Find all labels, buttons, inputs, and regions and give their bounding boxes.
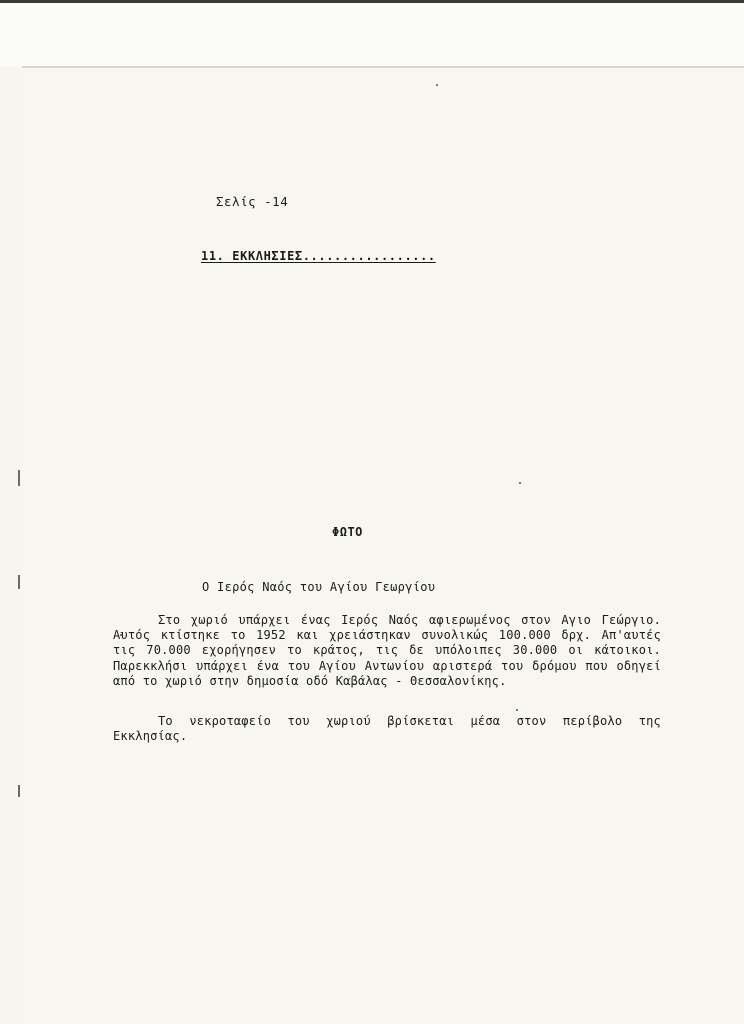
section-heading: 11. ΕΚΚΛΗΣΙΕΣ................. <box>201 249 436 263</box>
page-number: Σελίς -14 <box>216 194 289 209</box>
binding-mark <box>18 785 20 797</box>
scan-speck <box>436 84 438 86</box>
photo-caption: Ο Ιερός Ναός του Αγίου Γεωργίου <box>202 580 436 594</box>
body-paragraph: Στο χωριό υπάρχει ένας Ιερός Ναός αφιερωμένος στον Αγιο Γεώργιο. Αυτός κτίστηκε το 1952 και χρειάστηκαν συνολικώς 100.000 δρχ. Απ'αυτές τις 70.000 εχορήγησεν το κράτος, τις δε υπόλοιπες 30.000 οι κάτοικοι. Παρεκκλήσι υπάρχει ένα του Αγίου Αντωνίου αριστερά του δρόμου που οδηγεί από το χωριό στην δημοσία οδό Καβάλας - Θεσσαλονίκης. <box>113 613 661 688</box>
binding-mark <box>18 470 20 486</box>
document-page <box>22 68 744 1024</box>
body-paragraph: Το νεκροταφείο του χωριού βρίσκεται μέσα στον περίβολο της Εκκλησίας. <box>113 714 661 744</box>
scan-speck <box>516 709 518 711</box>
scan-speck <box>519 482 521 484</box>
binding-mark <box>18 575 20 589</box>
photo-placeholder: ΦΩΤΟ <box>332 525 363 539</box>
scanner-background <box>0 0 744 66</box>
